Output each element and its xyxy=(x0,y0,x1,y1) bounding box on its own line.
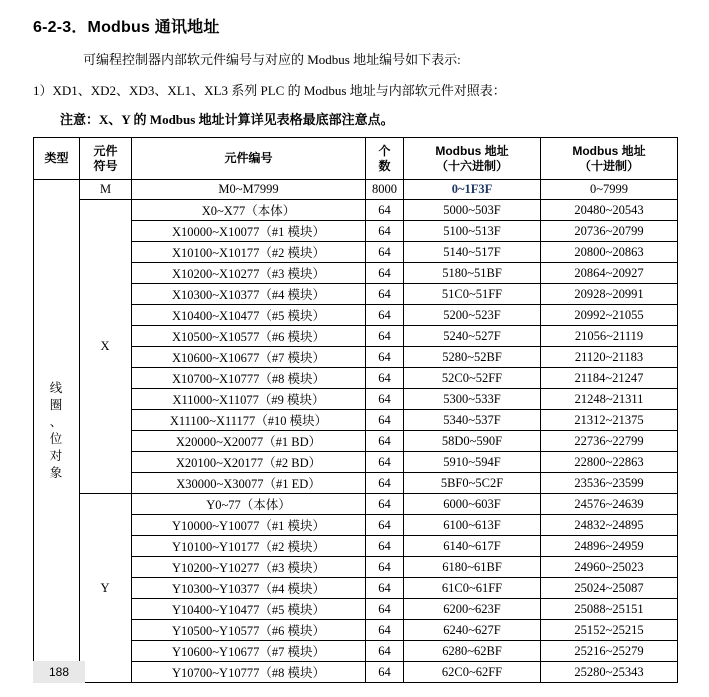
cell-number: X10400~X10477（#5 模块） xyxy=(132,305,366,326)
cell-dec: 0~7999 xyxy=(541,180,678,200)
cell-count: 64 xyxy=(366,263,404,284)
cell-number: Y10300~Y10377（#4 模块） xyxy=(132,578,366,599)
cell-dec: 24576~24639 xyxy=(541,494,678,515)
cell-dec: 20864~20927 xyxy=(541,263,678,284)
cell-hex: 5100~513F xyxy=(404,221,541,242)
cell-dec: 23536~23599 xyxy=(541,473,678,494)
cell-hex: 6280~62BF xyxy=(404,641,541,662)
cell-dec: 21248~21311 xyxy=(541,389,678,410)
cell-hex: 5280~52BF xyxy=(404,347,541,368)
cell-dec: 25280~25343 xyxy=(541,662,678,683)
cell-count: 64 xyxy=(366,452,404,473)
column-header-dec-line2: （十进制） xyxy=(578,158,639,173)
table-row xyxy=(34,494,678,515)
cell-number: X20000~X20077（#1 BD） xyxy=(132,431,366,452)
cell-hex: 5000~503F xyxy=(404,200,541,221)
cell-hex: 0~1F3F xyxy=(404,180,541,200)
column-header-dec-line1: Modbus 地址 xyxy=(572,143,646,158)
cell-hex: 6200~623F xyxy=(404,599,541,620)
cell-hex: 5180~51BF xyxy=(404,263,541,284)
column-header-dec xyxy=(541,138,678,180)
cell-number: X10200~X10277（#3 模块） xyxy=(132,263,366,284)
column-header-hex xyxy=(404,138,541,180)
cell-count: 64 xyxy=(366,578,404,599)
cell-count: 64 xyxy=(366,662,404,683)
type-char-5: 对 xyxy=(49,448,64,463)
document-page xyxy=(0,14,709,697)
cell-dec: 20800~20863 xyxy=(541,242,678,263)
column-header-number: 元件编号 xyxy=(132,138,366,180)
cell-count: 64 xyxy=(366,515,404,536)
cell-hex: 6140~617F xyxy=(404,536,541,557)
cell-number: X11100~X11177（#10 模块） xyxy=(132,410,366,431)
cell-dec: 20992~21055 xyxy=(541,305,678,326)
cell-count: 64 xyxy=(366,347,404,368)
cell-count: 64 xyxy=(366,242,404,263)
list-item-1: 1）XD1、XD2、XD3、XL1、XL3 系列 PLC 的 Modbus 地址与内部软元件对照表： xyxy=(33,83,506,98)
cell-count: 64 xyxy=(366,389,404,410)
cell-number: X10600~X10677（#7 模块） xyxy=(132,347,366,368)
cell-dec: 24832~24895 xyxy=(541,515,678,536)
column-header-count xyxy=(366,138,404,180)
cell-number: M0~M7999 xyxy=(132,180,366,200)
cell-dec: 24896~24959 xyxy=(541,536,678,557)
cell-dec: 20736~20799 xyxy=(541,221,678,242)
cell-hex: 62C0~62FF xyxy=(404,662,541,683)
cell-count: 64 xyxy=(366,200,404,221)
cell-type-coil xyxy=(34,180,80,683)
cell-hex: 6100~613F xyxy=(404,515,541,536)
cell-count: 64 xyxy=(366,368,404,389)
cell-count: 64 xyxy=(366,410,404,431)
cell-hex: 52C0~52FF xyxy=(404,368,541,389)
cell-dec: 21312~21375 xyxy=(541,410,678,431)
cell-number: X10300~X10377（#4 模块） xyxy=(132,284,366,305)
column-header-count-line1: 个 xyxy=(378,143,391,158)
type-char-6: 象 xyxy=(49,465,64,480)
type-char-2: 圈 xyxy=(49,398,64,413)
column-header-symbol-line2: 符号 xyxy=(93,158,118,173)
cell-count: 64 xyxy=(366,599,404,620)
cell-dec: 21120~21183 xyxy=(541,347,678,368)
column-header-type: 类型 xyxy=(34,138,80,180)
column-header-count-line2: 数 xyxy=(378,158,391,173)
cell-number: X10100~X10177（#2 模块） xyxy=(132,242,366,263)
intro-paragraph: 可编程控制器内部软元件编号与对应的 Modbus 地址编号如下表示: xyxy=(83,52,461,67)
cell-hex: 6000~603F xyxy=(404,494,541,515)
cell-dec: 21056~21119 xyxy=(541,326,678,347)
column-header-symbol xyxy=(80,138,132,180)
cell-number: Y10500~Y10577（#6 模块） xyxy=(132,620,366,641)
table-body xyxy=(34,180,678,683)
note-text: 注意：X、Y 的 Modbus 地址计算详见表格最底部注意点。 xyxy=(60,112,394,127)
column-header-hex-line1: Modbus 地址 xyxy=(435,143,509,158)
cell-hex: 5200~523F xyxy=(404,305,541,326)
type-char-1: 线 xyxy=(49,381,64,396)
cell-count: 64 xyxy=(366,221,404,242)
cell-count: 64 xyxy=(366,431,404,452)
cell-hex: 6240~627F xyxy=(404,620,541,641)
cell-hex: 5BF0~5C2F xyxy=(404,473,541,494)
cell-number: X10500~X10577（#6 模块） xyxy=(132,326,366,347)
cell-number: Y10700~Y10777（#8 模块） xyxy=(132,662,366,683)
cell-dec: 25024~25087 xyxy=(541,578,678,599)
cell-dec: 20480~20543 xyxy=(541,200,678,221)
cell-number: Y10600~Y10677（#7 模块） xyxy=(132,641,366,662)
cell-number: Y0~77（本体） xyxy=(132,494,366,515)
column-header-hex-line2: （十六进制） xyxy=(435,158,508,173)
cell-number: X10700~X10777（#8 模块） xyxy=(132,368,366,389)
cell-count: 64 xyxy=(366,284,404,305)
cell-count: 64 xyxy=(366,620,404,641)
cell-hex: 61C0~61FF xyxy=(404,578,541,599)
cell-hex: 6180~61BF xyxy=(404,557,541,578)
cell-dec: 22736~22799 xyxy=(541,431,678,452)
cell-dec: 20928~20991 xyxy=(541,284,678,305)
cell-hex: 51C0~51FF xyxy=(404,284,541,305)
cell-number: X30000~X30077（#1 ED） xyxy=(132,473,366,494)
table-header xyxy=(34,138,678,180)
cell-hex: 58D0~590F xyxy=(404,431,541,452)
cell-number: X20100~X20177（#2 BD） xyxy=(132,452,366,473)
cell-count: 64 xyxy=(366,536,404,557)
cell-count: 64 xyxy=(366,641,404,662)
cell-number: X10000~X10077（#1 模块） xyxy=(132,221,366,242)
cell-symbol-x: X xyxy=(80,200,132,494)
cell-number: X0~X77（本体） xyxy=(132,200,366,221)
cell-dec: 25088~25151 xyxy=(541,599,678,620)
cell-hex: 5140~517F xyxy=(404,242,541,263)
cell-dec: 21184~21247 xyxy=(541,368,678,389)
page-title: 6-2-3．Modbus 通讯地址 xyxy=(33,19,220,36)
type-char-3: 、 xyxy=(49,415,64,430)
cell-count: 64 xyxy=(366,473,404,494)
cell-symbol-m: M xyxy=(80,180,132,200)
cell-symbol-y: Y xyxy=(80,494,132,683)
cell-number: Y10400~Y10477（#5 模块） xyxy=(132,599,366,620)
cell-number: Y10200~Y10277（#3 模块） xyxy=(132,557,366,578)
cell-hex: 5340~537F xyxy=(404,410,541,431)
cell-dec: 22800~22863 xyxy=(541,452,678,473)
cell-hex: 5300~533F xyxy=(404,389,541,410)
page-number: 188 xyxy=(33,661,85,683)
cell-count: 64 xyxy=(366,557,404,578)
cell-count: 64 xyxy=(366,326,404,347)
cell-dec: 25216~25279 xyxy=(541,641,678,662)
cell-count: 64 xyxy=(366,305,404,326)
table-row xyxy=(34,200,678,221)
type-char-4: 位 xyxy=(49,432,64,446)
cell-count: 64 xyxy=(366,494,404,515)
cell-number: Y10000~Y10077（#1 模块） xyxy=(132,515,366,536)
cell-count: 8000 xyxy=(366,180,404,200)
table-header-row xyxy=(34,138,678,180)
modbus-address-table xyxy=(33,137,678,683)
cell-number: X11000~X11077（#9 模块） xyxy=(132,389,366,410)
cell-hex: 5910~594F xyxy=(404,452,541,473)
cell-dec: 25152~25215 xyxy=(541,620,678,641)
cell-dec: 24960~25023 xyxy=(541,557,678,578)
table-row xyxy=(34,180,678,200)
cell-hex: 5240~527F xyxy=(404,326,541,347)
column-header-symbol-line1: 元件 xyxy=(93,143,118,158)
cell-number: Y10100~Y10177（#2 模块） xyxy=(132,536,366,557)
